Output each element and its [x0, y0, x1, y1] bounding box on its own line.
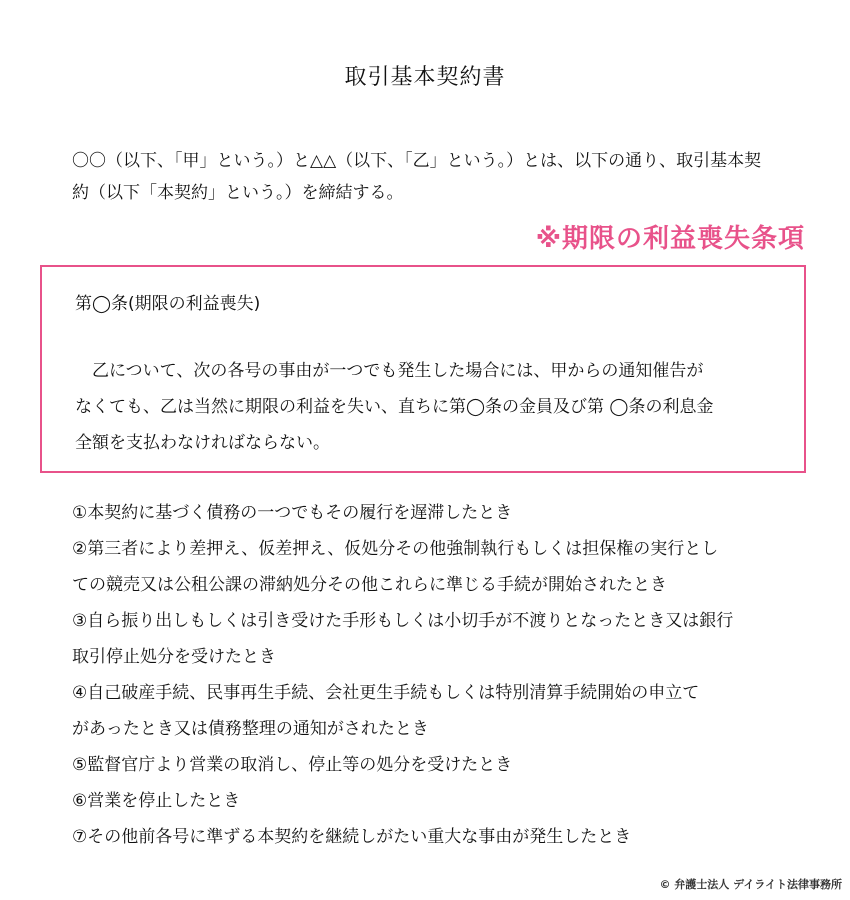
item-line: ⑥営業を停止したとき — [72, 791, 241, 811]
article-body-line: なくても、乙は当然に期限の利益を失い、直ちに第◯条の金員及び第 ◯条の利息金 — [75, 397, 714, 417]
item-list — [72, 495, 812, 855]
item-line: ⑦その他前各号に準ずる本契約を継続しがたい重大な事由が発生したとき — [72, 827, 632, 847]
article-heading: 第◯条(期限の利益喪失) — [75, 294, 261, 314]
item-line: ②第三者により差押え、仮差押え、仮処分その他強制執行もしくは担保権の実行とし — [72, 539, 719, 559]
item-line: ての競売又は公租公課の滞納処分その他これらに準じる手続が開始されたとき — [72, 575, 667, 595]
item-line: ⑤監督官庁より営業の取消し、停止等の処分を受けたとき — [72, 755, 513, 775]
item-line: ①本契約に基づく債務の一つでもその履行を遅滞したとき — [72, 503, 513, 523]
item-line: 取引停止処分を受けたとき — [72, 647, 276, 667]
article-body — [75, 353, 795, 461]
item-line: があったとき又は債務整理の通知がされたとき — [72, 719, 429, 739]
highlighted-article-box — [40, 265, 806, 473]
item-line: ④自己破産手続、民事再生手続、会社更生手続もしくは特別清算手続開始の申立て — [72, 683, 700, 703]
annotation-label: ※期限の利益喪失条項 — [535, 224, 805, 254]
article-body-line: 乙について、次の各号の事由が一つでも発生した場合には、甲からの通知催告が — [75, 361, 704, 381]
item-line: ③自ら振り出しもしくは引き受けた手形もしくは小切手が不渡りとなったとき又は銀行 — [72, 611, 734, 631]
copyright-notice: © 弁護士法人 デイライト法律事務所 — [659, 878, 842, 891]
document-title: 取引基本契約書 — [344, 65, 506, 90]
intro-line: 〇〇（以下、「甲」という。）と△△（以下、「乙」という。）とは、以下の通り、取引基本契 — [72, 151, 762, 171]
article-body-line: 全額を支払わなければならない。 — [75, 433, 330, 453]
intro-paragraph — [72, 145, 792, 209]
intro-line: 約（以下「本契約」という。）を締結する。 — [72, 183, 404, 203]
